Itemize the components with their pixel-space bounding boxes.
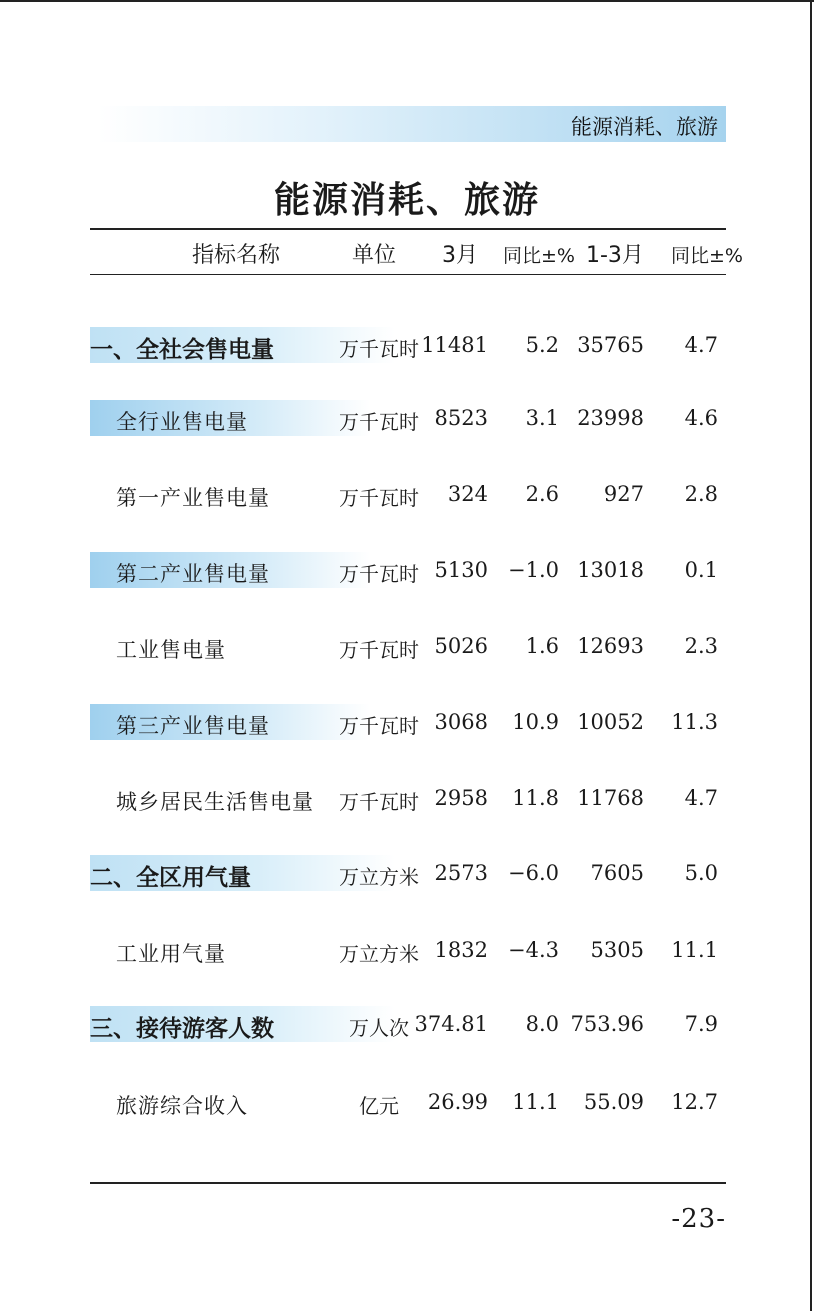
row-q1: 927 bbox=[603, 482, 644, 506]
row-yoy-march: −6.0 bbox=[508, 861, 559, 885]
row-yoy-q1: 0.1 bbox=[684, 558, 718, 582]
row-march: 3068 bbox=[434, 710, 488, 734]
row-q1: 35765 bbox=[577, 333, 644, 357]
row-march: 11481 bbox=[421, 333, 488, 357]
row-yoy-q1: 4.6 bbox=[684, 406, 718, 430]
row-name: 二、全区用气量 bbox=[90, 865, 251, 891]
row-yoy-q1: 11.3 bbox=[671, 710, 718, 734]
row-name: 第二产业售电量 bbox=[116, 562, 270, 586]
section-tab bbox=[98, 106, 726, 142]
row-unit: 万千瓦时 bbox=[339, 486, 419, 510]
row-q1: 13018 bbox=[577, 558, 644, 582]
row-q1: 753.96 bbox=[570, 1012, 644, 1036]
table-top-rule bbox=[90, 228, 726, 230]
row-yoy-march: 1.6 bbox=[525, 634, 559, 658]
row-yoy-march: 11.8 bbox=[512, 786, 559, 810]
row-q1: 5305 bbox=[590, 938, 644, 962]
page-number: -23- bbox=[671, 1204, 726, 1234]
header-unit: 单位 bbox=[352, 243, 397, 268]
row-march: 2958 bbox=[434, 786, 488, 810]
row-yoy-march: 5.2 bbox=[525, 333, 559, 357]
row-q1: 55.09 bbox=[583, 1090, 644, 1114]
row-march: 26.99 bbox=[427, 1090, 488, 1114]
table-row bbox=[0, 628, 814, 664]
row-march: 374.81 bbox=[414, 1012, 488, 1036]
row-unit: 万千瓦时 bbox=[339, 337, 419, 361]
page-top-edge bbox=[0, 0, 814, 2]
row-unit: 万立方米 bbox=[339, 942, 419, 966]
row-name: 第三产业售电量 bbox=[116, 714, 270, 738]
row-yoy-march: 10.9 bbox=[512, 710, 559, 734]
table-bottom-rule bbox=[90, 1182, 726, 1184]
row-unit: 万人次 bbox=[349, 1016, 409, 1040]
header-yoy-q1: 同比±% bbox=[671, 245, 743, 267]
row-name: 第一产业售电量 bbox=[116, 486, 270, 510]
row-unit: 万立方米 bbox=[339, 865, 419, 889]
row-yoy-q1: 4.7 bbox=[684, 333, 718, 357]
row-yoy-q1: 4.7 bbox=[684, 786, 718, 810]
row-unit: 万千瓦时 bbox=[339, 410, 419, 434]
row-name: 工业用气量 bbox=[116, 942, 226, 966]
header-yoy-march: 同比±% bbox=[503, 245, 575, 267]
table-row bbox=[0, 855, 814, 891]
row-yoy-q1: 12.7 bbox=[671, 1090, 718, 1114]
row-march: 324 bbox=[447, 482, 488, 506]
table-row bbox=[0, 476, 814, 512]
row-march: 5130 bbox=[434, 558, 488, 582]
row-yoy-q1: 2.8 bbox=[684, 482, 718, 506]
row-yoy-march: 2.6 bbox=[525, 482, 559, 506]
row-unit: 万千瓦时 bbox=[339, 714, 419, 738]
row-name: 一、全社会售电量 bbox=[90, 337, 274, 363]
table-row bbox=[0, 1084, 814, 1120]
row-march: 2573 bbox=[434, 861, 488, 885]
table-header bbox=[0, 232, 814, 272]
row-name: 全行业售电量 bbox=[116, 410, 248, 434]
row-yoy-march: 8.0 bbox=[525, 1012, 559, 1036]
page-title: 能源消耗、旅游 bbox=[273, 179, 540, 221]
table-row bbox=[0, 704, 814, 740]
table-row bbox=[0, 327, 814, 363]
row-unit: 亿元 bbox=[359, 1094, 399, 1118]
header-q1: 1-3月 bbox=[586, 243, 644, 268]
row-name: 三、接待游客人数 bbox=[90, 1016, 274, 1042]
row-q1: 11768 bbox=[577, 786, 644, 810]
row-name: 工业售电量 bbox=[116, 638, 226, 662]
row-yoy-march: −1.0 bbox=[508, 558, 559, 582]
row-name: 旅游综合收入 bbox=[116, 1094, 248, 1118]
row-yoy-march: 3.1 bbox=[525, 406, 559, 430]
row-unit: 万千瓦时 bbox=[339, 638, 419, 662]
row-name: 城乡居民生活售电量 bbox=[116, 790, 314, 814]
row-q1: 12693 bbox=[577, 634, 644, 658]
row-yoy-march: 11.1 bbox=[512, 1090, 559, 1114]
header-name: 指标名称 bbox=[192, 243, 281, 268]
row-unit: 万千瓦时 bbox=[339, 562, 419, 586]
row-yoy-q1: 2.3 bbox=[684, 634, 718, 658]
row-q1: 7605 bbox=[590, 861, 644, 885]
row-q1: 10052 bbox=[577, 710, 644, 734]
section-tab-label: 能源消耗、旅游 bbox=[571, 115, 718, 139]
table-row bbox=[0, 932, 814, 968]
row-q1: 23998 bbox=[577, 406, 644, 430]
row-march: 8523 bbox=[434, 406, 488, 430]
row-yoy-march: −4.3 bbox=[508, 938, 559, 962]
table-header-rule bbox=[90, 274, 726, 275]
row-yoy-q1: 7.9 bbox=[684, 1012, 718, 1036]
table-row bbox=[0, 552, 814, 588]
header-march: 3月 bbox=[442, 243, 478, 268]
row-yoy-q1: 5.0 bbox=[684, 861, 718, 885]
table-row bbox=[0, 780, 814, 816]
table-row bbox=[0, 1006, 814, 1042]
table-row bbox=[0, 400, 814, 436]
row-march: 5026 bbox=[434, 634, 488, 658]
row-march: 1832 bbox=[434, 938, 488, 962]
row-unit: 万千瓦时 bbox=[339, 790, 419, 814]
row-yoy-q1: 11.1 bbox=[671, 938, 718, 962]
